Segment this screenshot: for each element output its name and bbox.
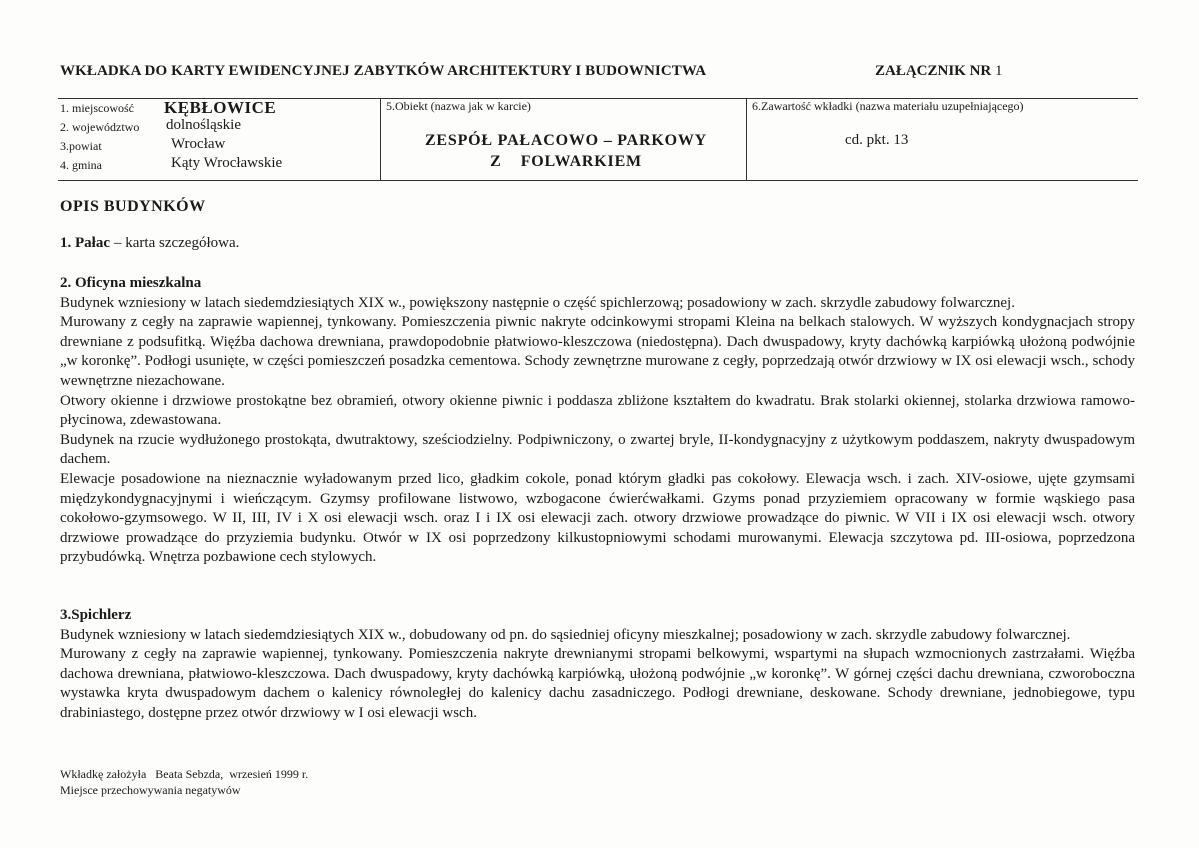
section-oficyna [60,274,1135,568]
oficyna-paragraph: Murowany z cegły na zaprawie wapiennej, tynkowany. Pomieszczenia piwnic nakryte odcinkowymi stropami Kleina na belkach stalowych. W wyższych kondygnacjach stropy drewniane z podsufitką. Więźba dachowa drewniana, prawdopodobnie płatwiowo-kleszczowa (niedostępna). Dach dwuspadowy, kryty dachówką karpiówką ułożoną podwójnie „w koronkę”. Podłogi usunięte, w części pomieszczeń posadzka cementowa. Schody zewnętrzne murowane z cegły, poprzedzają otwór drzwiowy w IX osi elewacji wsch., schody wewnętrzne niezachowane. [60,314,1135,389]
table-divider-1 [380,98,381,180]
spichlerz-paragraph: Murowany z cegły na zaprawie wapiennej, tynkowany. Pomieszczenia nakryte drewnianymi stropami belkowymi, wspartymi na słupach wzmocnionych zastrzałami. Więźba dachowa drewniana, płatwiowo-kleszczowa. Dach dwuspadowy, kryty dachówką karpiówką, ułożoną podwójnie „w koronkę”. W górnej części dachu drewniana, czworoboczna wystawka kryta dwuspadowym dachem o kalenicy równoległej do kalenicy dachu zasadniczego. Podłogi drewniane, deskowane. Schody drewniane, jednobiegowe, typu drabiniastego, dostępne przez otwór drzwiowy w I osi elewacji wsch. [60,646,1135,721]
oficyna-paragraph: Budynek na rzucie wydłużonego prostokąta, dwutraktowy, sześciodzielny. Podpiwniczony, o zwartej bryle, II-kondygnacyjny z użytkowym poddaszem, nakryty dwuspadowym dachem. [60,431,1135,468]
footer [60,766,308,798]
item-palace-text: – karta szczegółowa. [114,235,240,251]
footer-author: Wkładkę założyła Beata Sebzda, wrzesień 1999 r. [60,767,309,781]
voivodeship-value: dolnośląskie [166,117,241,133]
item-palace-title: 1. Pałac [60,235,110,251]
commune-value: Kąty Wrocławskie [171,155,283,171]
table-bottom-rule [58,180,1138,181]
section-title: OPIS BUDYNKÓW [60,198,206,215]
document-title: WKŁADKA DO KARTY EWIDENCYJNEJ ZABYTKÓW ARCHITEKTURY I BUDOWNICTWA [60,63,707,79]
annex-label [875,63,1003,80]
object-label: 5.Obiekt (nazwa jak w karcie) [386,99,531,113]
locality-value: KĘBŁOWICE [164,98,277,117]
table-divider-2 [746,98,747,180]
oficyna-heading: 2. Oficyna mieszkalna [60,275,202,291]
footer-negatives: Miejsce przechowywania negatywów [60,783,241,797]
spichlerz-heading: 3.Spichlerz [60,607,132,623]
object-name-line1: ZESPÓŁ PAŁACOWO – PARKOWY [424,132,708,149]
spichlerz-paragraph: Budynek wzniesiony w latach siedemdziesiątych XIX w., dobudowany od pn. do sąsiedniej oficyny mieszkalnej; posadowiony w zach. skrzydle zabudowy folwarcznej. [60,626,1071,643]
county-value: Wrocław [171,136,226,152]
oficyna-paragraph: Elewacje posadowione na nieznacznie wyładowanym przed lico, gładkim cokole, ponad którym gładki pas cokołowy. Elewacja wsch. i zach. XIV-osiowe, ujęte gzymsami międzykondygnacyjnymi i wieńczącym. Gzymsy profilowane listwowo, wzbogacone ćwierćwałkami. Gzyms ponad przyziemiem opracowany w formie wąskiego pasa cokołowo-gzymsowego. W II, III, IV i X osi elewacji wsch. oraz I i IX osi elewacji zach. otwory drzwiowe prowadzące do piwnic. W VII i IX osi elewacji wsch. otwory drzwiowe prowadzące do przyziemia budynku. Otwór w IX osi poprzedzony kilkustopniowymi schodami murowanymi. Elewacja szczytowa pd. III-osiowa, poprzedzona przybudówką. Wnętrza pozbawione cech stylowych. [60,470,1135,566]
section-spichlerz [60,606,1135,724]
annex-number: 1 [995,63,1003,79]
voivodeship-label: 2. województwo [60,120,140,134]
oficyna-paragraph: Budynek wzniesiony w latach siedemdziesiątych XIX w., powiększony następnie o część spichlerzową; posadowiony w zach. skrzydle zabudowy folwarcznej. [60,294,1015,311]
commune-label: 4. gmina [60,158,102,172]
contents-label: 6.Zawartość wkładki (nazwa materiału uzupełniającego) [752,99,1024,113]
oficyna-paragraph: Otwory okienne i drzwiowe prostokątne bez obramień, otwory okienne piwnic i poddasza zbliżone kształtem do kwadratu. Brak stolarki okiennej, stolarka drzwiowa ramowo-płycinowa, zdewastowana. [60,392,1135,429]
object-name-line2: Z FOLWARKIEM [490,153,642,170]
item-palace [60,235,239,252]
contents-value: cd. pkt. 13 [845,132,909,148]
locality-label: 1. miejscowość [60,101,134,115]
annex-label-text: ZAŁĄCZNIK NR [875,63,992,79]
county-label: 3.powiat [60,139,102,153]
